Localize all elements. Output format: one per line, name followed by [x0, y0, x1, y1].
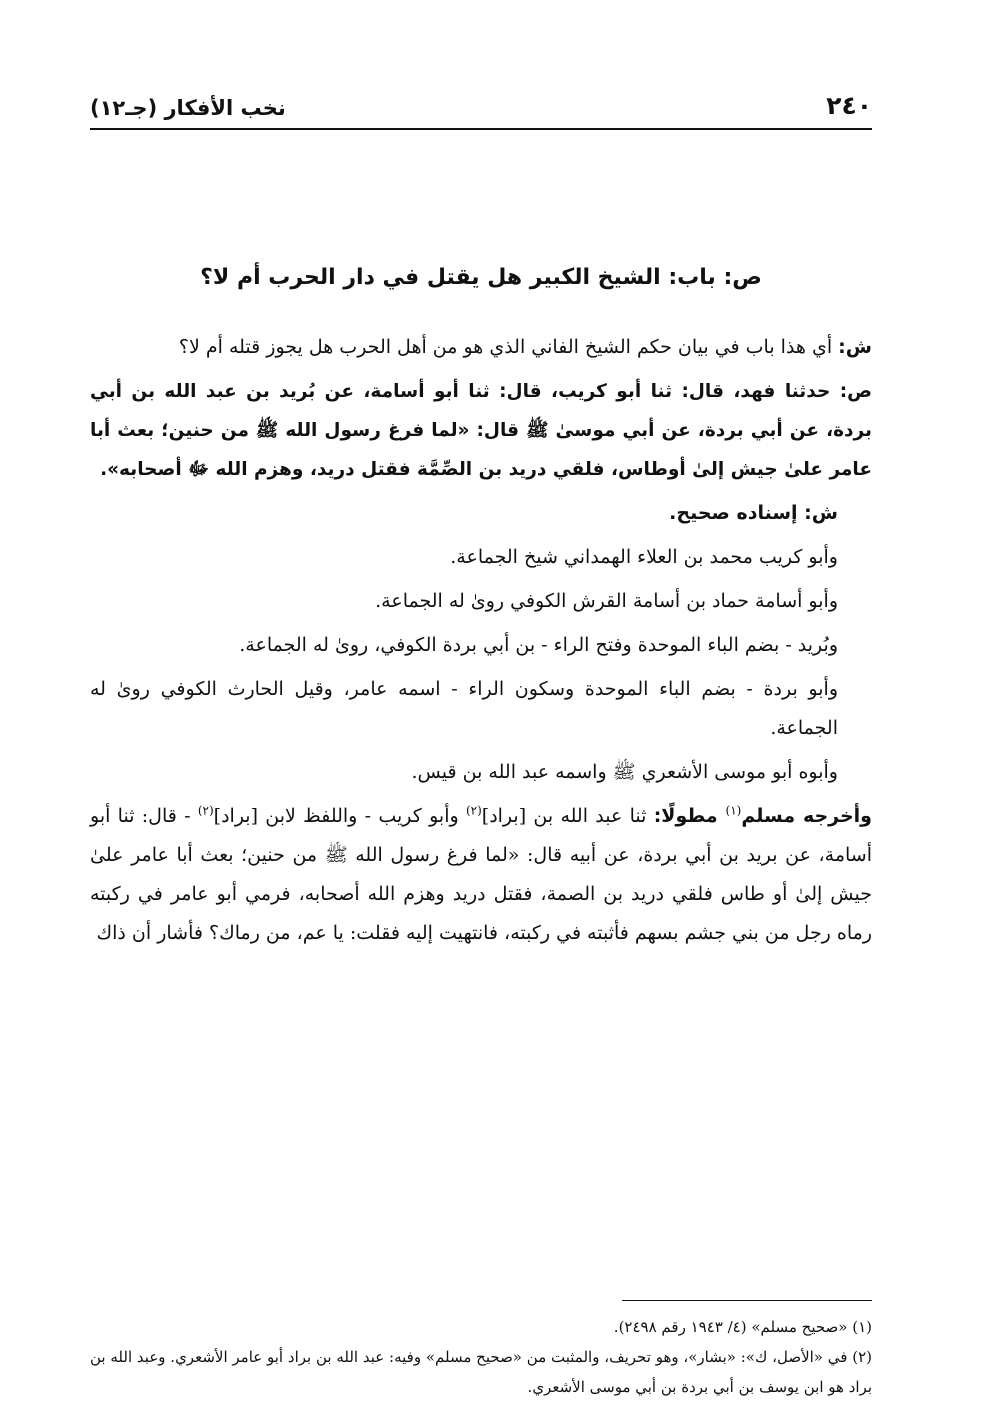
paragraph-sharh-intro: [90, 328, 872, 367]
takhrij-text: - قال: ثنا أبو أسامة، عن بريد بن أبي بردة، عن أبيه قال: «لما فرغ رسول الله ﷺ من حنين؛ بعث أبا عامر علىٰ جيش إلىٰ أو طاس فلقي دريد بن الصمة، فقتل دريد وهزم الله أصحابه، فرمي أبو عامر في ركبته رماه رجل من بني جشم بسهم فأثبته في ركبته، فانتهيت إليه فقلت: يا عم، من رماك؟ فأشار أن ذاك: [90, 805, 873, 944]
body-text: [90, 328, 872, 958]
running-title: نخب الأفكار (جـ١٢): [90, 96, 286, 120]
footnote-ref[interactable]: (١): [725, 803, 742, 818]
paragraph-narrator: وأبو أسامة حماد بن أسامة القرش الكوفي روىٰ له الجماعة.: [375, 590, 838, 612]
footnote-ref[interactable]: (٢): [465, 803, 482, 818]
page-number: ٢٤٠: [826, 91, 872, 120]
paragraph-narrator: وأبوه أبو موسى الأشعري ﷺ واسمه عبد الله بن قيس.: [411, 761, 838, 783]
paragraph-takhrij: [90, 797, 872, 953]
footnote-2: (٢) في «الأصل، ك»: «بشار»، وهو تحريف، والمثبت من «صحيح مسلم» وفيه: عبد الله بن براد أبو عامر الأشعري. وعبد الله بن براد هو ابن يوسف بن أبي بردة بن أبي موسى الأشعري.: [90, 1348, 872, 1396]
paragraph-text: أي هذا باب في بيان حكم الشيخ الفاني الذي هو من أهل الحرب هل يجوز قتله أم لا؟: [178, 336, 839, 358]
paragraph-narrator: وبُريد - بضم الباء الموحدة وفتح الراء - بن أبي بردة الكوفي، روىٰ له الجماعة.: [239, 634, 838, 656]
takhrij-lead-2: مطولًا:: [653, 805, 726, 827]
takhrij-lead: وأخرجه مسلم: [741, 805, 872, 827]
paragraph-lead: ص:: [839, 381, 872, 402]
takhrij-text: وأبو كريب - واللفظ لابن [براد]: [213, 805, 466, 827]
footnote-ref[interactable]: (٢): [197, 803, 214, 818]
paragraph-isnad: [90, 494, 872, 533]
header-rule: [90, 128, 872, 130]
page-header: [90, 80, 872, 128]
paragraph-lead: ش:: [804, 502, 838, 524]
book-page: [90, 80, 873, 1396]
paragraph-narrator: وأبو كريب محمد بن العلاء الهمداني شيخ الجماعة.: [450, 546, 838, 568]
chapter-title: ص: باب: الشيخ الكبير هل يقتل في دار الحرب أم لا؟: [200, 265, 762, 290]
takhrij-text: ثنا عبد الله بن [براد]: [481, 805, 654, 827]
footnote-rule: [622, 1300, 872, 1301]
footnotes: [90, 1312, 872, 1402]
footnote-1: (١) «صحيح مسلم» (٤/ ١٩٤٣ رقم ٢٤٩٨).: [613, 1318, 872, 1336]
paragraph-narrator: وأبو بردة - بضم الباء الموحدة وسكون الراء - اسمه عامر، وقيل الحارث الكوفي روىٰ له الجماعة.: [90, 678, 838, 739]
paragraph-lead: ش:: [838, 336, 872, 358]
paragraph-hadith: [90, 372, 872, 489]
paragraph-text: حدثنا فهد، قال: ثنا أبو كريب، قال: ثنا أبو أسامة، عن بُريد بن عبد الله بن أبي بردة، عن أبي بردة، عن أبي موسىٰ ﷺ قال: «لما فرغ رسول الله ﷺ من حنين؛ بعث أبا عامر علىٰ جيش إلىٰ أوطاس، فلقي دريد بن الصِّمَّة فقتل دريد، وهزم الله ﷻ أصحابه».: [90, 381, 872, 480]
paragraph-text: إسناده صحيح.: [669, 502, 805, 524]
